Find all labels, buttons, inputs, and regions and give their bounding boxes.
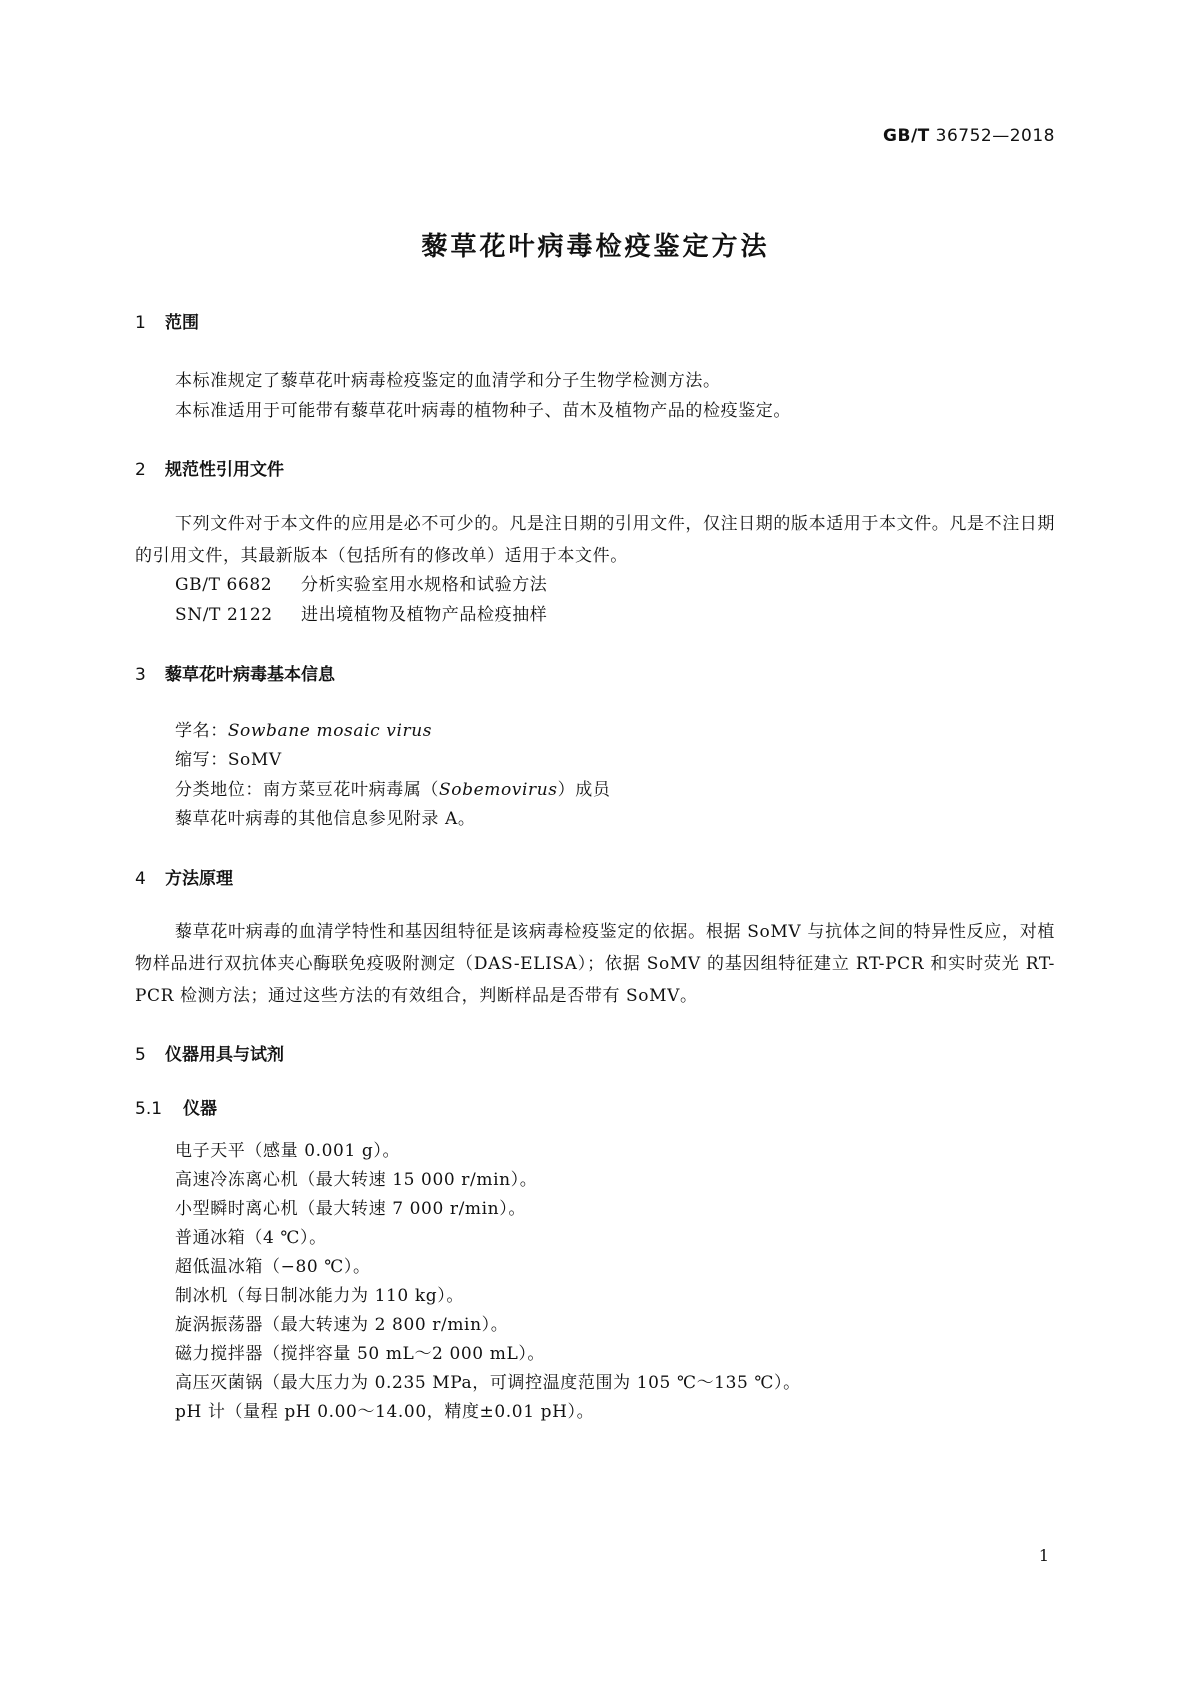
classification-line: 分类地位：南方菜豆花叶病毒属（Sobemovirus）成员 xyxy=(175,780,611,800)
instrument-item: 高速冷冻离心机（最大转速 15 000 r/min）。 xyxy=(175,1170,538,1190)
instrument-item: 电子天平（感量 0.001 g）。 xyxy=(175,1141,401,1161)
document-title: 藜草花叶病毒检疫鉴定方法 xyxy=(421,232,770,262)
reference-item: SN/T 2122 进出境植物及植物产品检疫抽样 xyxy=(175,605,548,625)
section-4-heading: 4 方法原理 xyxy=(135,869,233,889)
section-5-heading: 5 仪器用具与试剂 xyxy=(135,1045,284,1065)
reference-item: GB/T 6682 分析实验室用水规格和试验方法 xyxy=(175,575,548,595)
instrument-item: 普通冰箱（4 ℃）。 xyxy=(175,1228,327,1248)
section-3-heading: 3 藜草花叶病毒基本信息 xyxy=(135,665,335,685)
instrument-item: 磁力搅拌器（搅拌容量 50 mL～2 000 mL）。 xyxy=(175,1344,546,1364)
abbreviation-line: 缩写：SoMV xyxy=(175,750,282,770)
instrument-item: 旋涡振荡器（最大转速为 2 800 r/min）。 xyxy=(175,1315,509,1335)
section-2-heading: 2 规范性引用文件 xyxy=(135,460,284,480)
instrument-item: pH 计（量程 pH 0.00～14.00，精度±0.01 pH）。 xyxy=(175,1402,595,1422)
section-5-1-heading: 5.1 仪器 xyxy=(135,1099,217,1119)
section-1-para-2: 本标准适用于可能带有藜草花叶病毒的植物种子、苗木及植物产品的检疫鉴定。 xyxy=(175,401,791,421)
instrument-item: 高压灭菌锅（最大压力为 0.235 MPa，可调控温度范围为 105 ℃～135 ℃）。 xyxy=(175,1373,801,1393)
section-1-heading: 1 范围 xyxy=(135,313,199,333)
other-info-line: 藜草花叶病毒的其他信息参见附录 A。 xyxy=(175,809,476,829)
instrument-item: 超低温冰箱（−80 ℃）。 xyxy=(175,1257,371,1277)
standard-number xyxy=(883,126,1055,146)
standard-code: 36752—2018 xyxy=(935,126,1055,146)
section-2-para-1: 下列文件对于本文件的应用是必不可少的。凡是注日期的引用文件，仅注日期的版本适用于本文件。凡是不注日期的引用文件，其最新版本（包括所有的修改单）适用于本文件。 xyxy=(135,514,1055,566)
instrument-item: 小型瞬时离心机（最大转速 7 000 r/min）。 xyxy=(175,1199,526,1219)
standard-prefix: GB/T xyxy=(883,126,930,146)
scientific-name: Sowbane mosaic virus xyxy=(227,721,433,741)
page-number: 1 xyxy=(1038,1546,1049,1565)
section-4-para-1: 藜草花叶病毒的血清学特性和基因组特征是该病毒检疫鉴定的依据。根据 SoMV 与抗体之间的特异性反应，对植物样品进行双抗体夹心酶联免疫吸附测定（DAS-ELISA）；依据 SoMV 的基因组特征建立 RT-PCR 和实时荧光 RT-PCR 检测方法；通过这些方法的有效组合，判断样品是否带有 SoMV。 xyxy=(135,922,1055,1006)
instrument-item: 制冰机（每日制冰能力为 110 kg）。 xyxy=(175,1286,464,1306)
section-1-para-1: 本标准规定了藜草花叶病毒检疫鉴定的血清学和分子生物学检测方法。 xyxy=(175,371,721,391)
scientific-name-line: 学名：Sowbane mosaic virus xyxy=(175,721,433,741)
